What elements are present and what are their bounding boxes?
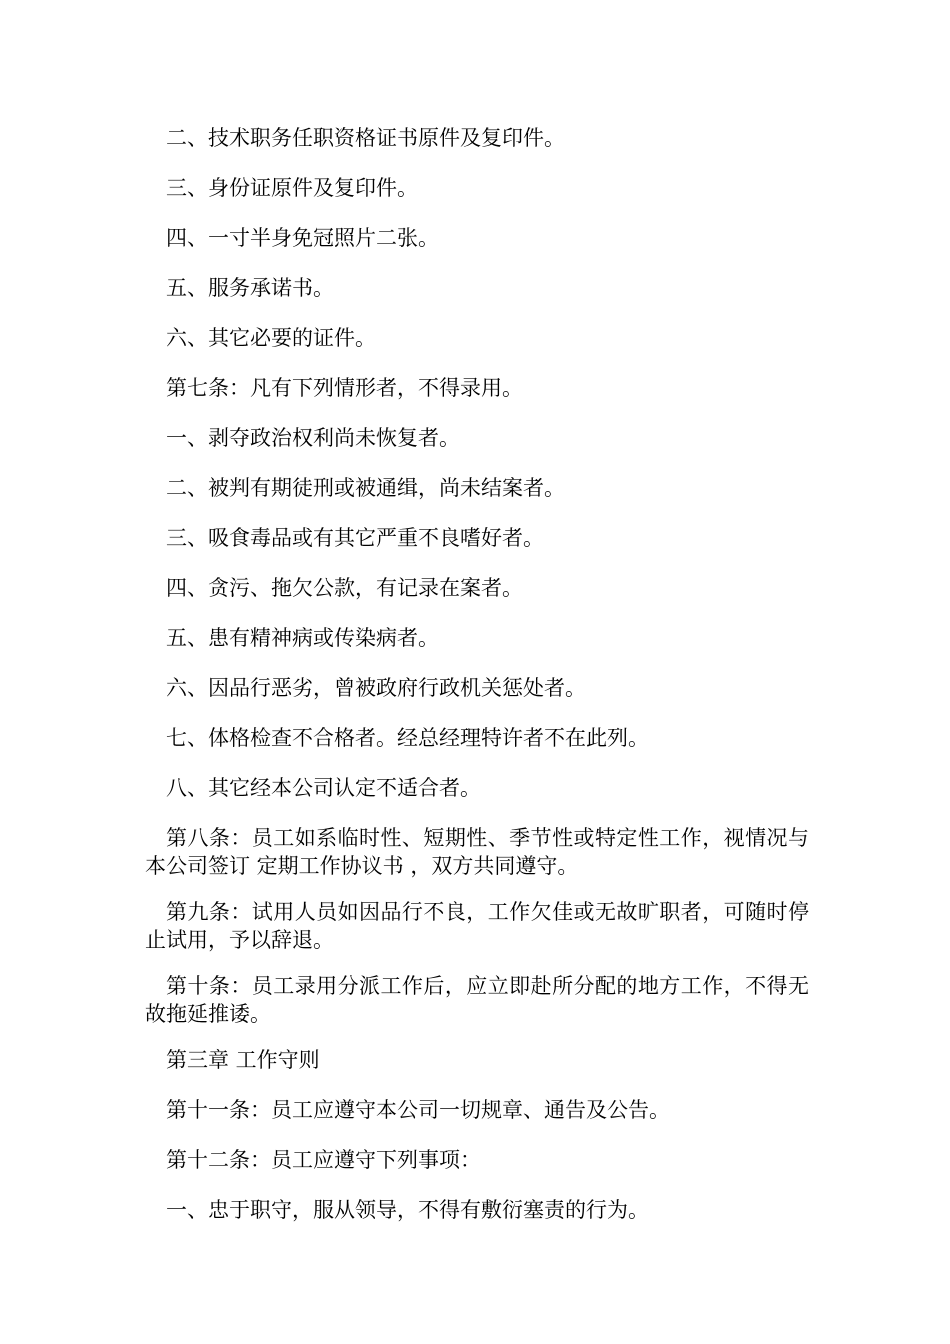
- paragraph-article-11: 第十一条：员工应遵守本公司一切规章、通告及公告。: [166, 1098, 670, 1122]
- paragraph-article-8: 第八条：员工如系临时性、短期性、季节性或特定性工作，视情况与本公司签订 定期工作协议书 ，双方共同遵守。: [145, 826, 809, 878]
- paragraph-exclusion-3: 三、吸食毒品或有其它严重不良嗜好者。: [166, 526, 544, 550]
- paragraph-item-3-id-card: 三、身份证原件及复印件。: [166, 176, 418, 200]
- paragraph-exclusion-8: 八、其它经本公司认定不适合者。: [166, 776, 481, 800]
- paragraph-article-9: 第九条：试用人员如因品行不良，工作欠佳或无故旷职者，可随时停止试用，予以辞退。: [145, 900, 809, 952]
- paragraph-item-5-service-pledge: 五、服务承诺书。: [166, 276, 334, 300]
- paragraph-item-6-other-documents: 六、其它必要的证件。: [166, 326, 376, 350]
- paragraph-exclusion-1: 一、剥夺政治权利尚未恢复者。: [166, 426, 460, 450]
- paragraph-item-2-certificate: 二、技术职务任职资格证书原件及复印件。: [166, 126, 565, 150]
- paragraph-duty-1: 一、忠于职守，服从领导，不得有敷衍塞责的行为。: [166, 1198, 649, 1222]
- paragraph-exclusion-6: 六、因品行恶劣，曾被政府行政机关惩处者。: [166, 676, 586, 700]
- paragraph-article-7: 第七条：凡有下列情形者，不得录用。: [166, 376, 523, 400]
- paragraph-article-12: 第十二条：员工应遵守下列事项：: [166, 1148, 481, 1172]
- paragraph-exclusion-7: 七、体格检查不合格者。经总经理特许者不在此列。: [166, 726, 649, 750]
- paragraph-exclusion-2: 二、被判有期徒刑或被通缉，尚未结案者。: [166, 476, 565, 500]
- paragraph-exclusion-4: 四、贪污、拖欠公款，有记录在案者。: [166, 576, 523, 600]
- chapter-heading-3: 第三章 工作守则: [166, 1048, 320, 1072]
- paragraph-article-10: 第十条：员工录用分派工作后，应立即赴所分配的地方工作，不得无故拖延推诿。: [145, 974, 809, 1026]
- paragraph-item-4-photo: 四、一寸半身免冠照片二张。: [166, 226, 439, 250]
- paragraph-exclusion-5: 五、患有精神病或传染病者。: [166, 626, 439, 650]
